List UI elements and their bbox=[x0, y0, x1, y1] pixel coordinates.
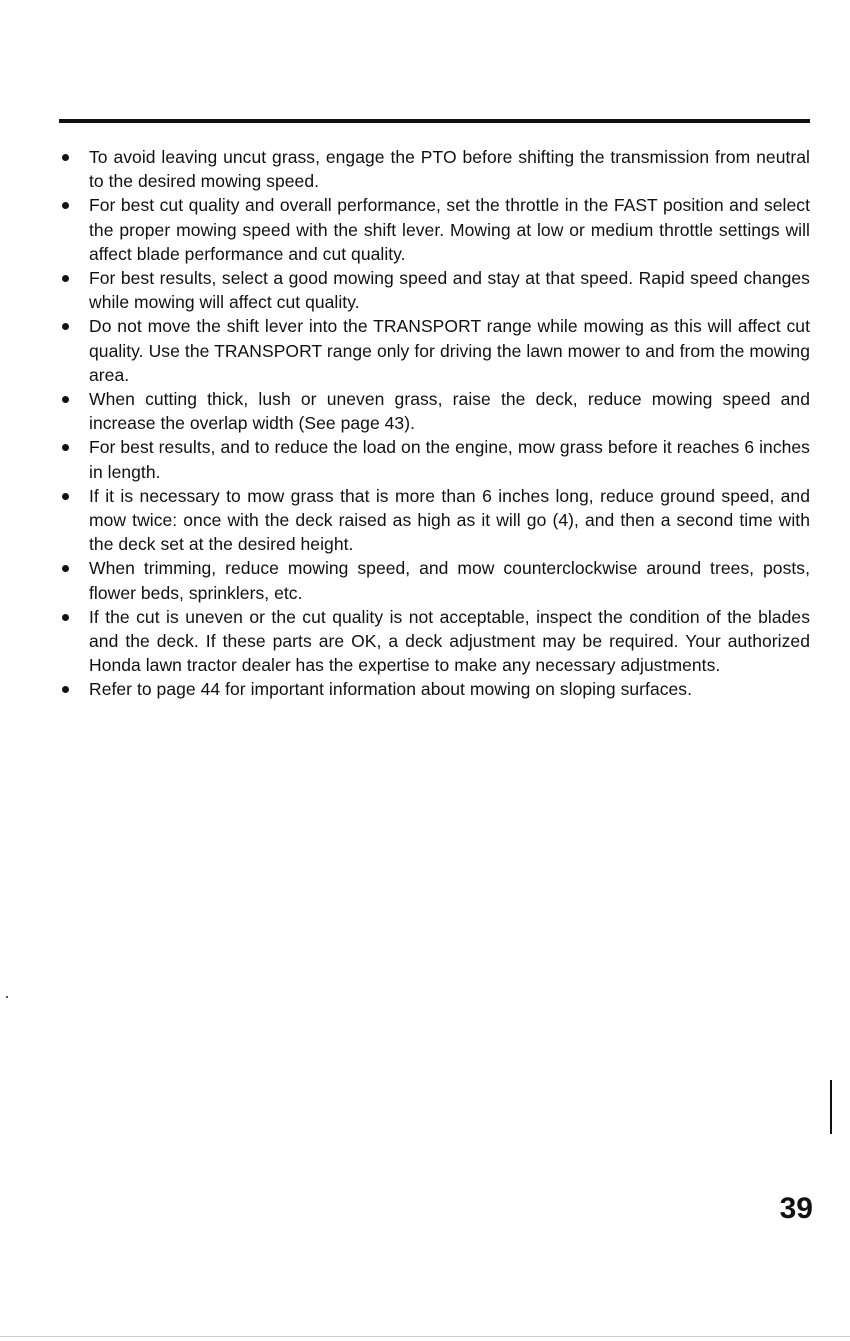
bullet-icon bbox=[62, 275, 69, 282]
list-item bbox=[59, 556, 810, 604]
mowing-tips-list bbox=[59, 145, 810, 702]
bullet-icon bbox=[62, 202, 69, 209]
list-item-text: When trimming, reduce mowing speed, and mow counterclockwise around trees, posts, flower beds, sprinklers, etc. bbox=[89, 558, 810, 603]
margin-bar bbox=[830, 1080, 832, 1134]
scan-speck bbox=[6, 996, 8, 998]
list-item bbox=[59, 677, 810, 701]
list-item bbox=[59, 605, 810, 678]
list-item bbox=[59, 314, 810, 387]
list-item-text: If the cut is uneven or the cut quality is not acceptable, inspect the condition of the blades and the deck. If these parts are OK, a deck adjustment may be required. Your authorized Honda lawn tractor dealer has the expertise to make any necessary adjustments. bbox=[89, 606, 810, 676]
list-item-text: Refer to page 44 for important information about mowing on sloping surfaces. bbox=[89, 679, 693, 700]
list-item bbox=[59, 484, 810, 557]
bullet-icon bbox=[62, 396, 69, 403]
list-item-text: Do not move the shift lever into the TRANSPORT range while mowing as this will affect cut quality. Use the TRANSPORT range only for driving the lawn mower to and from the mowing area. bbox=[89, 316, 810, 385]
list-item-text: To avoid leaving uncut grass, engage the PTO before shifting the transmission from neutral to the desired mowing speed. bbox=[89, 147, 810, 192]
bullet-icon bbox=[62, 493, 69, 500]
page-number: 39 bbox=[779, 1192, 813, 1225]
list-item-text: For best results, and to reduce the load on the engine, mow grass before it reaches 6 inches in length. bbox=[89, 437, 810, 482]
bullet-icon bbox=[62, 686, 69, 693]
list-item-text: For best cut quality and overall performance, set the throttle in the FAST position and select the proper mowing speed with the shift lever. Mowing at low or medium throttle settings will affect blade performance and cut quality. bbox=[89, 195, 810, 264]
list-item bbox=[59, 435, 810, 483]
list-item bbox=[59, 145, 810, 193]
list-item-text: If it is necessary to mow grass that is more than 6 inches long, reduce ground speed, and mow twice: once with the deck raised as high as it will go (4), and then a second time with the deck set at the desired height. bbox=[89, 485, 810, 555]
list-item bbox=[59, 387, 810, 435]
bullet-icon bbox=[62, 565, 69, 572]
bullet-icon bbox=[62, 614, 69, 621]
list-item-text: When cutting thick, lush or uneven grass, raise the deck, reduce mowing speed and increase the overlap width (See page 43). bbox=[89, 389, 810, 434]
list-item bbox=[59, 193, 810, 266]
bullet-icon bbox=[62, 444, 69, 451]
bottom-edge-line bbox=[0, 1336, 850, 1337]
bullet-icon bbox=[62, 323, 69, 330]
list-item bbox=[59, 266, 810, 314]
list-item-text: For best results, select a good mowing speed and stay at that speed. Rapid speed changes while mowing will affect cut quality. bbox=[89, 268, 810, 313]
top-rule bbox=[59, 119, 810, 123]
bullet-icon bbox=[62, 154, 69, 161]
